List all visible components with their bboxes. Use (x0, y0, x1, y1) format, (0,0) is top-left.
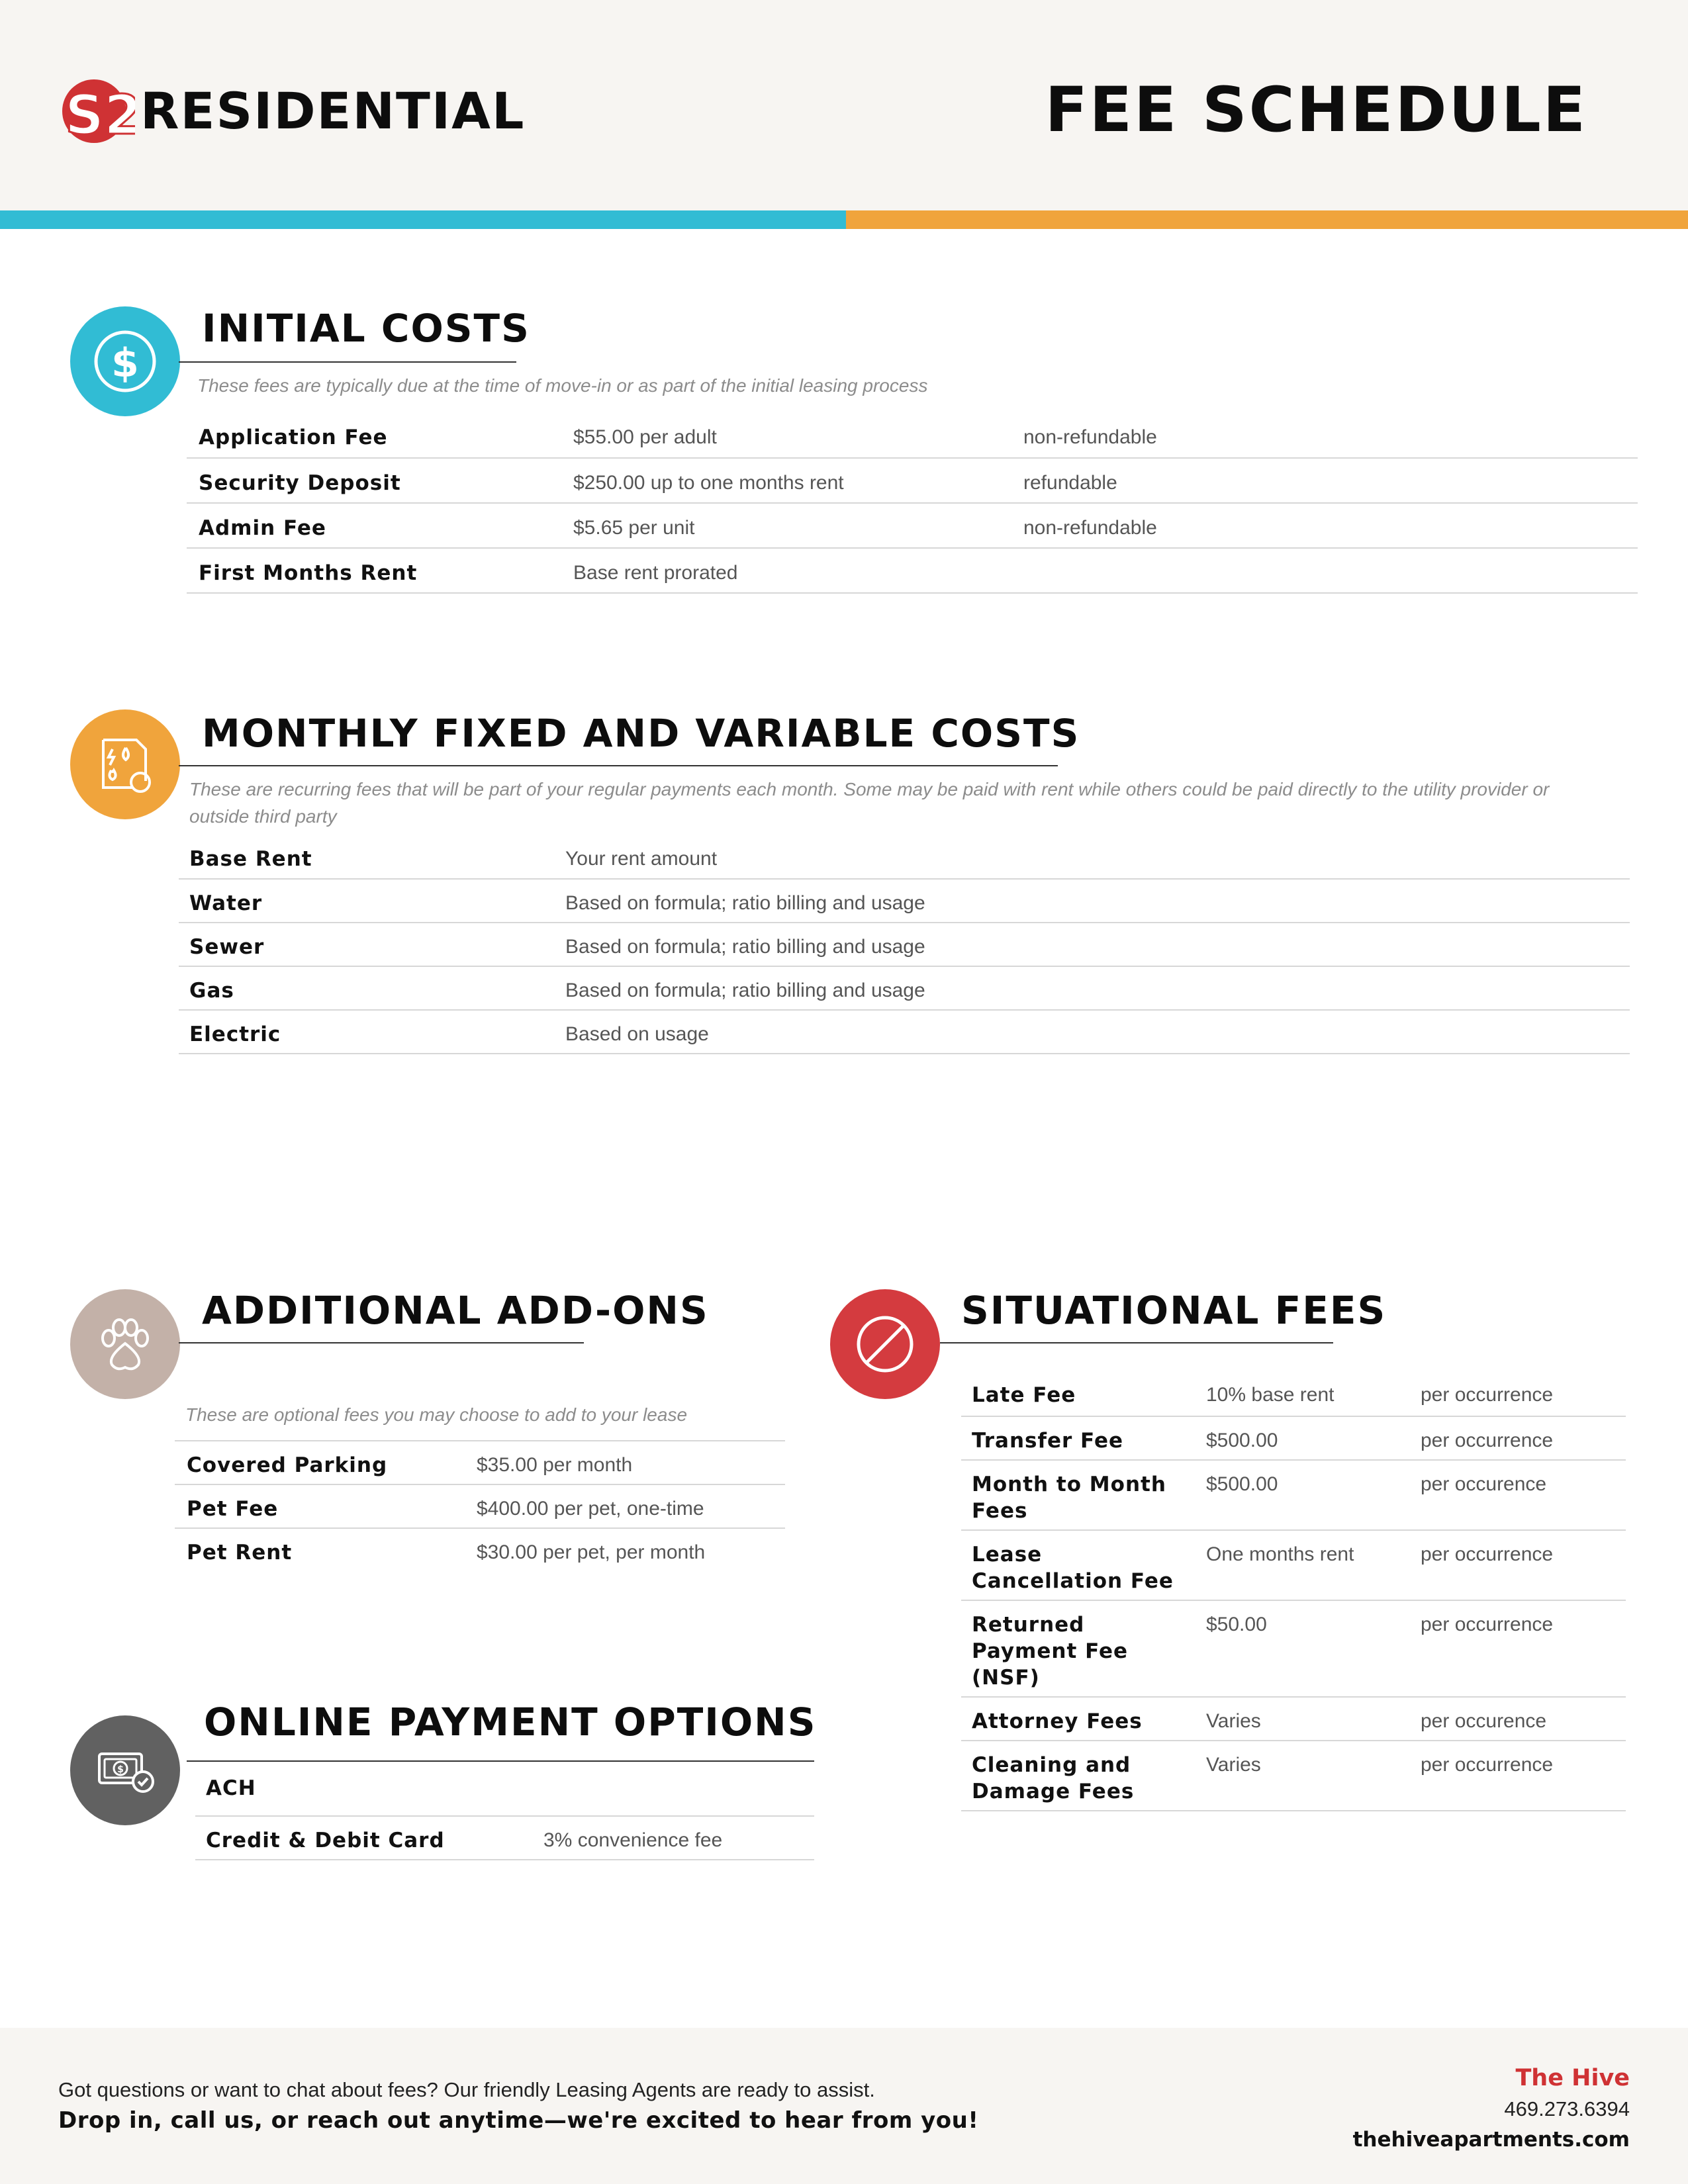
fee-amount: $55.00 per adult (573, 413, 1023, 458)
online-payment-title: ONLINE PAYMENT OPTIONS (204, 1700, 817, 1745)
table-row (179, 835, 1630, 879)
utility-bill-icon (70, 709, 180, 819)
fee-label: Attorney Fees (961, 1697, 1206, 1741)
table-row (187, 413, 1638, 458)
add-ons-description: These are optional fees you may choose to add to your lease (185, 1404, 688, 1425)
paw-icon (70, 1289, 180, 1399)
fee-note: per occurrence (1421, 1371, 1626, 1416)
s2-logo-mark (61, 74, 135, 147)
fee-label: Transfer Fee (961, 1416, 1206, 1460)
monthly-costs-rule (179, 765, 1058, 766)
fee-amount: $500.00 (1206, 1416, 1421, 1460)
footer-call-to-action: Drop in, call us, or reach out anytime—we're excited to hear from you! (58, 2107, 979, 2134)
table-row (195, 1816, 814, 1860)
fee-amount: One months rent (1206, 1530, 1421, 1600)
add-ons-rule (179, 1342, 584, 1343)
initial-costs-rule (179, 361, 516, 363)
table-row (187, 548, 1638, 593)
table-row (195, 1763, 814, 1816)
monthly-costs-title: MONTHLY FIXED AND VARIABLE COSTS (202, 711, 1080, 756)
monthly-costs-table (179, 835, 1630, 1054)
fee-amount: $50.00 (1206, 1600, 1421, 1697)
fee-amount: $250.00 up to one months rent (573, 458, 1023, 503)
header-bar-blue (0, 210, 846, 229)
logo-text: RESIDENTIAL (140, 81, 526, 140)
table-row (179, 879, 1630, 923)
fee-amount: Based on usage (565, 1010, 1630, 1054)
table-row (961, 1530, 1626, 1600)
fee-amount (543, 1763, 814, 1816)
fee-note (1023, 548, 1638, 593)
svg-text:$: $ (117, 1764, 124, 1775)
initial-costs-table (187, 413, 1638, 594)
fee-amount: Varies (1206, 1741, 1421, 1811)
fee-label: Base Rent (179, 835, 565, 879)
fee-note: non-refundable (1023, 503, 1638, 548)
dollar-icon (70, 306, 180, 416)
fee-amount: $35.00 per month (477, 1441, 785, 1484)
website-link[interactable]: thehiveapartments.com (1352, 2128, 1630, 2152)
table-row (961, 1371, 1626, 1416)
fee-amount: 3% convenience fee (543, 1816, 814, 1860)
fee-label: Cleaning and Damage Fees (961, 1741, 1206, 1811)
situational-fees-table (961, 1371, 1626, 1811)
table-row (961, 1697, 1626, 1741)
table-row (175, 1528, 785, 1572)
table-row (961, 1741, 1626, 1811)
document-title: FEE SCHEDULE (1045, 74, 1587, 146)
fee-amount: Based on formula; ratio billing and usage (565, 923, 1630, 966)
fee-label: Returned Payment Fee (NSF) (961, 1600, 1206, 1697)
svg-text:$: $ (111, 340, 139, 387)
fee-label: Pet Fee (175, 1484, 477, 1528)
fee-label: Lease Cancellation Fee (961, 1530, 1206, 1600)
fee-label: Application Fee (187, 413, 573, 458)
header-bar-orange (846, 210, 1688, 229)
fee-amount: $400.00 per pet, one-time (477, 1484, 785, 1528)
footer-contact (1353, 2062, 1630, 2155)
table-row (179, 923, 1630, 966)
table-row (175, 1441, 785, 1484)
fee-label: Month to Month Fees (961, 1460, 1206, 1530)
fee-amount: Varies (1206, 1697, 1421, 1741)
property-name: The Hive (1515, 2065, 1630, 2091)
online-payment-rule (187, 1760, 814, 1762)
fee-note: per occurence (1421, 1697, 1626, 1741)
table-row (187, 503, 1638, 548)
fee-note: per occurrence (1421, 1416, 1626, 1460)
fee-label: Security Deposit (187, 458, 573, 503)
fee-note: per occurrence (1421, 1741, 1626, 1811)
add-ons-title: ADDITIONAL ADD-ONS (202, 1288, 709, 1333)
table-row (179, 1010, 1630, 1054)
fee-amount: $30.00 per pet, per month (477, 1541, 706, 1563)
initial-costs-description: These fees are typically due at the time of move-in or as part of the initial leasing process (197, 375, 928, 396)
table-row (961, 1600, 1626, 1697)
fee-amount: Your rent amount (565, 835, 1630, 879)
fee-label: Late Fee (961, 1371, 1206, 1416)
fee-label: Credit & Debit Card (195, 1816, 543, 1860)
prohibited-icon (830, 1289, 940, 1399)
fee-label: ACH (195, 1763, 543, 1816)
fee-label: Electric (179, 1010, 565, 1054)
fee-label: Admin Fee (187, 503, 573, 548)
monthly-costs-description: These are recurring fees that will be part of your regular payments each month. Some may be paid with rent while others could be paid directly to the utility provider or outside third party (189, 779, 1550, 827)
fee-amount: 10% base rent (1206, 1371, 1421, 1416)
footer-message: Got questions or want to chat about fees? Our friendly Leasing Agents are ready to assist. (58, 2078, 875, 2101)
fee-amount: $500.00 (1206, 1460, 1421, 1530)
fee-amount: Based on formula; ratio billing and usage (565, 966, 1630, 1010)
fee-note: per occurrence (1421, 1600, 1626, 1697)
situational-fees-rule (940, 1342, 1333, 1343)
svg-text:S2: S2 (65, 84, 135, 147)
add-ons-table (175, 1440, 785, 1572)
fee-amount: $5.65 per unit (573, 503, 1023, 548)
table-row (961, 1416, 1626, 1460)
fee-amount: Base rent prorated (573, 548, 1023, 593)
fee-label: Water (179, 879, 565, 923)
fee-note: per occurrence (1421, 1530, 1626, 1600)
table-row (961, 1460, 1626, 1530)
fee-note: non-refundable (1023, 413, 1638, 458)
fee-label: Sewer (179, 923, 565, 966)
table-row (179, 966, 1630, 1010)
online-payment-table (195, 1763, 814, 1860)
fee-label: Gas (179, 966, 565, 1010)
fee-label: First Months Rent (187, 548, 573, 593)
phone-number[interactable]: 469.273.6394 (1504, 2097, 1630, 2120)
payment-check-icon (70, 1715, 180, 1825)
initial-costs-title: INITIAL COSTS (202, 306, 530, 351)
situational-fees-title: SITUATIONAL FEES (961, 1288, 1387, 1333)
logo (61, 74, 525, 147)
fee-note: refundable (1023, 458, 1638, 503)
fee-label: Pet Rent (187, 1541, 293, 1565)
fee-amount: Based on formula; ratio billing and usage (565, 879, 1630, 923)
fee-note: per occurence (1421, 1460, 1626, 1530)
table-row (175, 1484, 785, 1528)
table-row (187, 458, 1638, 503)
fee-label: Covered Parking (175, 1441, 477, 1484)
